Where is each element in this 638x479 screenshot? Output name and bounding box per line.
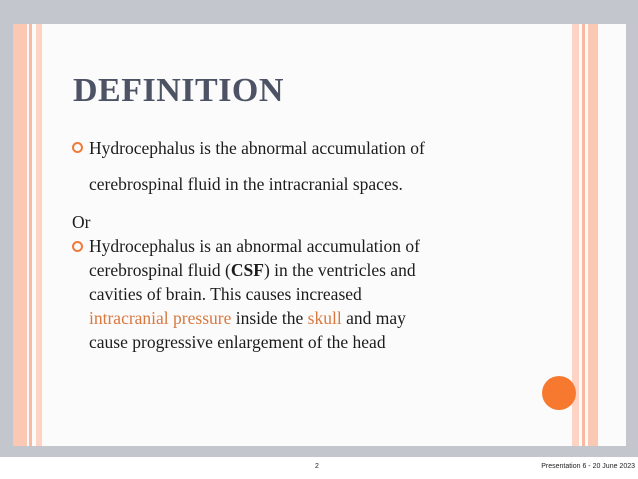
slide-title: DEFINITION <box>73 72 284 109</box>
bullet2-line2 <box>89 260 416 281</box>
bullet1-line1: Hydrocephalus is the abnormal accumulation of <box>89 138 425 158</box>
right-margin <box>600 24 626 446</box>
bottom-frame-bar <box>0 446 638 457</box>
csf-abbreviation: CSF <box>230 260 264 280</box>
or-separator: Or <box>72 212 91 232</box>
orange-circle-decoration <box>542 376 576 410</box>
bullet1-line2: cerebrospinal fluid in the intracranial spaces. <box>89 174 403 194</box>
bullet2-line4 <box>89 308 406 329</box>
bullet2-line2-pre: cerebrospinal fluid ( <box>89 260 231 280</box>
bullet-ring-icon <box>72 142 83 153</box>
bullet2-line3: cavities of brain. This causes increased <box>89 284 362 304</box>
bullet2-line4-mid: inside the <box>231 308 308 328</box>
page-number: 2 <box>315 463 319 470</box>
left-stripe-wide <box>13 24 27 446</box>
bullet2-line1: Hydrocephalus is an abnormal accumulation of <box>89 236 420 256</box>
skull-term: skull <box>307 308 342 328</box>
top-frame-bar <box>0 0 638 24</box>
bullet2-line2-post: ) in the ventricles and <box>263 260 416 280</box>
footer-meta: Presentation 6 - 20 June 2023 <box>541 463 635 470</box>
right-frame-bar <box>626 24 638 457</box>
bullet2-line5: cause progressive enlargement of the head <box>89 332 386 352</box>
right-stripe-wide <box>588 24 598 446</box>
left-frame-bar <box>0 24 13 457</box>
right-stripe-thin <box>582 24 585 446</box>
left-stripe-thin <box>29 24 32 446</box>
slide <box>13 24 626 446</box>
bullet-ring-icon <box>72 241 83 252</box>
bullet2-line4-post: and may <box>341 308 406 328</box>
intracranial-pressure-term: intracranial pressure <box>89 308 232 328</box>
